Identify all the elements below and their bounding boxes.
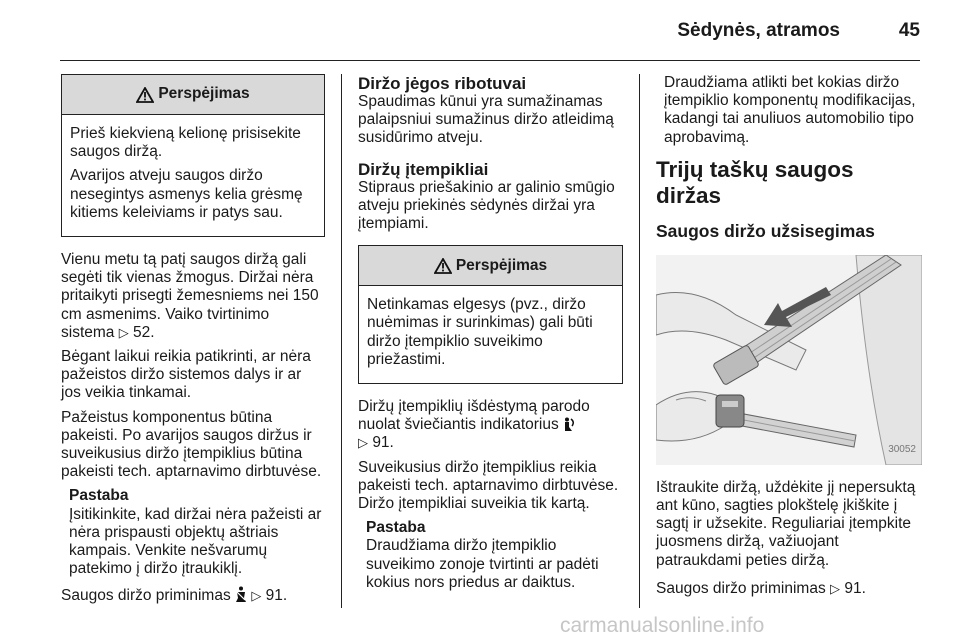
header-rule [60, 60, 920, 61]
figure-number: 30052 [888, 443, 916, 455]
ref-arrow-icon: ▷ [830, 580, 841, 596]
column-divider [639, 74, 640, 608]
warning-body [62, 115, 324, 236]
note-title: Pastaba [69, 487, 129, 505]
note [61, 487, 325, 578]
section-heading: Diržo jėgos ribotuvai [358, 74, 527, 93]
seatbelt-fastening-illustration [656, 255, 922, 465]
column-1 [61, 74, 325, 612]
ref-arrow-icon: ▷ [358, 435, 368, 451]
paragraph: Diržų įtempiklių išdėstymą parodo nuolat šviečiantis indikatorius ▷ 91. [358, 398, 590, 452]
warning-box [358, 245, 623, 384]
section-heading: Diržų įtempikliai [358, 159, 489, 179]
warning-text: Netinkamas elgesys (pvz., diržo nuėmimas ir surinkimas) gali būti diržo įtempiklio suveikimo priežastimi. [367, 296, 593, 368]
paragraph: Pažeistus komponentus būtina pakeisti. Po avarijos saugos diržus ir suveikusius diržo įtempiklius būtina pakeisti tech. aptarnavimo dirbtuvėse. [61, 408, 322, 481]
paragraph: Draudžiama atlikti bet kokias diržo įtempiklio komponentų modifikacijas, kadangi tai anuliuos automobilio tipo aprobavimą. [664, 74, 916, 146]
page-reference[interactable]: 91. [372, 434, 394, 452]
warning-title: Perspėjimas [455, 256, 548, 274]
airbag-indicator-icon [563, 417, 576, 431]
paragraph: Ištraukite diržą, uždėkite jį nepersuktą ant kūno, sagties plokštelę įkiškite į sagtį ir užsekite. Reguliariai įtempkite juosmens diržą, važiuojant patraukdami peties diržą. [656, 478, 916, 569]
paragraph: Vienu metu tą patį saugos diržą gali segėti tik vienas žmogus. Diržai nėra pritaikyti prisegti žemesniems nei 150 cm asmenims. Vaiko tvirtinimo sistema ▷ 52. [61, 251, 319, 341]
paragraph: Saugos diržo priminimas ▷ 91. [656, 579, 866, 597]
watermark: carmanualsonline.info [560, 614, 765, 637]
page-reference[interactable]: 91. [265, 587, 288, 605]
ref-arrow-icon: ▷ [118, 324, 129, 340]
column-2 [358, 74, 623, 598]
section-heading: Saugos diržo užsisegimas [656, 220, 875, 241]
page-number: 45 [898, 20, 920, 41]
ref-arrow-icon: ▷ [251, 588, 262, 604]
note-text: Draudžiama diržo įtempiklio suveikimo zonoje tvirtinti ar padėti kokius nors priedus ar daiktus. [366, 537, 599, 591]
page-reference[interactable]: 91. [844, 579, 866, 597]
page-header [60, 16, 920, 56]
column-3 [656, 74, 924, 604]
note [358, 519, 623, 592]
warning-body [359, 286, 622, 383]
warning-triangle-icon [434, 258, 452, 274]
warning-text: Prieš kiekvieną kelionę prisisekite saugos diržą. [70, 125, 301, 161]
paragraph: Saugos diržo priminimas ▷ 91. [61, 587, 288, 605]
note-title: Pastaba [366, 519, 426, 537]
warning-header [62, 75, 324, 115]
note-text: Įsitikinkite, kad diržai nėra pažeisti ar nėra prispausti objektų aštriais kampais. Venkite nešvarumų patekimo į diržo įtraukiklį. [69, 505, 322, 578]
warning-title: Perspėjimas [158, 85, 250, 103]
seatbelt-illustration-drawing [656, 255, 922, 465]
paragraph: Stipraus priešakinio ar galinio smūgio atveju priekinės sėdynės diržai yra įtempiami. [358, 178, 615, 233]
seatbelt-reminder-icon [235, 586, 247, 602]
warning-triangle-icon [136, 87, 154, 103]
page-reference[interactable]: 52. [133, 323, 155, 341]
column-divider [341, 74, 342, 608]
paragraph: Suveikusius diržo įtempiklius reikia pakeisti tech. aptarnavimo dirbtuvėse. Diržo įtempikliai suveikia tik kartą. [358, 458, 619, 513]
warning-header [359, 246, 622, 286]
paragraph: Bėgant laikui reikia patikrinti, ar nėra pažeistos diržo sistemos dalys ir ar jos veikia tinkamai. [61, 348, 311, 402]
paragraph: Spaudimas kūnui yra sumažinamas palaipsniui sumažinus diržo atleidimą susidūrimo atveju. [358, 93, 614, 147]
header-title: Sėdynės, atramos [677, 20, 840, 41]
warning-box [61, 74, 325, 237]
warning-text: Avarijos atveju saugos diržo nesegintys asmenys kelia grėsmę kitiems keleiviams ir patys sau. [70, 167, 303, 221]
chapter-heading: Trijų taškų saugos diržas [656, 156, 854, 208]
